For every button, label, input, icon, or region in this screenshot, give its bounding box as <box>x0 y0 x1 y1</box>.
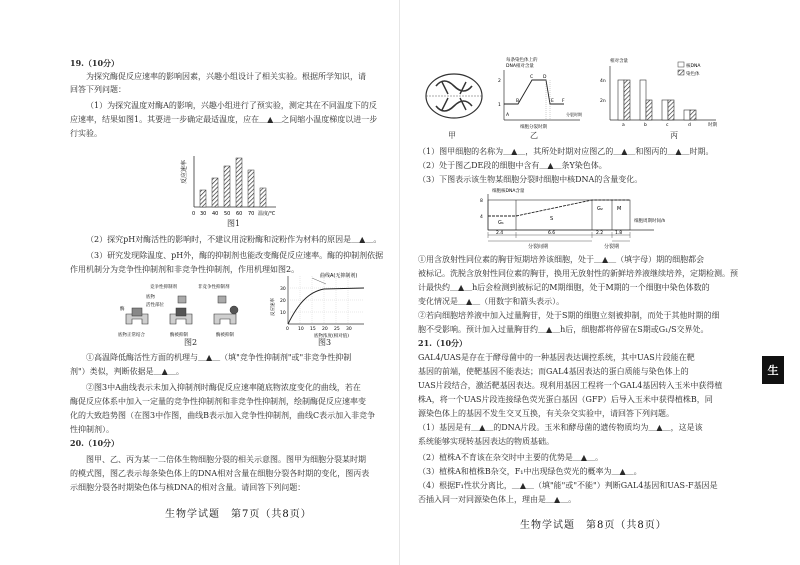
fig2-panel-label: 酶被抑制 <box>216 333 234 338</box>
page-footer: 生物学试题 第8页（共8页） <box>520 520 667 531</box>
fig-yi-title: 每条染色体上的 <box>506 58 538 63</box>
fig-bing-caption: 丙 <box>670 131 678 140</box>
fig-bing-ylabel: 相对含量 <box>610 59 628 64</box>
fig-cycle-duration: 6.6 <box>548 231 556 236</box>
fig3-xtick: 15 <box>310 327 316 332</box>
fig-yi-xlabel: 细胞分裂时期 <box>520 125 547 130</box>
q21-text: （1）基因是有＿▲＿的DNA片段。玉米和酵母菌的遗传物质均为＿▲＿，这是该 <box>418 423 703 432</box>
fig2-caption: 图2 <box>184 338 198 347</box>
fig-cycle-segment: G₂ <box>597 206 603 212</box>
q20-text: 示细胞分裂各时期染色体与核DNA的相对含量。请回答下列问题： <box>70 483 306 492</box>
fig2-panel-label: 酶被抑制 <box>170 333 188 338</box>
fig3-curve-a <box>288 288 364 324</box>
fig-bing-bar <box>646 100 652 120</box>
fig-cycle-segment: S <box>550 216 554 222</box>
q21-text: 基因的前端，使靶基因不能表达；而GAL4基因表达的蛋白质能与染色体上的 <box>418 367 689 376</box>
fig-bing-cat: c <box>666 123 669 128</box>
fig2-label: 酶 <box>120 307 125 312</box>
subject-tab: 生 <box>762 356 784 384</box>
q19-text: （1）为探究温度对酶A的影响，兴趣小组进行了预实验，测定其在不同温度下的反 <box>86 101 377 110</box>
q20-text: 的模式图，图乙表示每条染色体上的DNA相对含量在细胞分裂各时期的变化，图丙表 <box>70 469 370 478</box>
fig-cycle-segment: G₁ <box>498 220 504 226</box>
fig-bing-legend: 核DNA <box>686 64 701 69</box>
figure-3-curve-chart <box>268 270 368 338</box>
page-footer: 生物学试题 第7页（共8页） <box>165 509 312 520</box>
q19-text: ②图3中A曲线表示未加入抑制剂时酶促反应速率随底物浓度变化的曲线，若在 <box>86 383 361 392</box>
q19-heading: 19.（10分） <box>70 58 120 68</box>
fig3-caption: 图3 <box>318 338 332 347</box>
fig3-ytick: 10 <box>280 311 286 316</box>
fig1-tick: 50 <box>224 211 231 217</box>
fig1-bar <box>236 158 242 207</box>
q20-text: （3）下图表示该生物某细胞分裂时细胞中核DNA的含量变化。 <box>418 175 643 184</box>
fig1-tick: 30 <box>200 211 207 217</box>
competitive-inhibitor-shape <box>176 308 186 316</box>
fig-bing-ytick: 2n <box>600 99 606 104</box>
q21-text: （4）根据F₁性状分离比，＿▲＿（填"能"或"不能"）判断GAL4基因和UAS-F基因是 <box>418 481 718 490</box>
fig-yi-title: DNA相对含量 <box>506 64 534 69</box>
q21-text: 源染色体上的基因不发生交叉互换，有关杂交实验中，请回答下列问题。 <box>418 409 674 418</box>
q20-text: 胞不受影响。预计加入过量胸苷约＿▲＿h后，细胞都将停留在S期或G₁/S交界处。 <box>418 325 709 334</box>
fig-bing-cat: a <box>622 123 625 128</box>
fig1-bar <box>260 188 266 207</box>
fig-yi-point: C <box>530 75 534 80</box>
q20-text: （1）图甲细胞的名称为＿▲＿，其所处时期对应图乙的＿▲＿和图丙的＿▲＿时期。 <box>418 147 714 156</box>
fig-bing-ytick: 4n <box>600 79 606 84</box>
fig1-xlabel: 温度/℃ <box>258 211 276 217</box>
fig-bing-bar <box>640 80 646 120</box>
fig2-label: 非竞争性抑制剂 <box>198 285 230 290</box>
fig-cycle-ytick: 8 <box>480 199 483 204</box>
fig3-xtick: 0 <box>286 327 289 332</box>
q19-text: 回答下列问题： <box>70 85 126 94</box>
q21-text: 株A，将一个UAS片段连接绿色荧光蛋白基因（GFP）后导入玉米中获得植株B，同 <box>418 395 713 404</box>
figure-jia-cell <box>422 68 486 124</box>
page-8 <box>400 0 800 565</box>
q20-text: 计最快约＿▲＿h后会检测到被标记的M期细胞，处于M期的一个细胞中染色体数的 <box>418 283 710 292</box>
fig1-tick: 60 <box>236 211 243 217</box>
fig-yi-point: E <box>551 99 554 104</box>
fig1-bar <box>200 190 206 207</box>
fig-bing-bar <box>624 80 630 120</box>
q21-heading: 21.（10分） <box>418 338 468 348</box>
fig-jia-caption: 甲 <box>448 131 456 140</box>
fig1-bar <box>248 170 254 207</box>
q19-text: 作用机制分为竞争性抑制剂和非竞争性抑制剂，作用机理如图2。 <box>70 265 300 274</box>
fig1-bar <box>224 166 230 207</box>
fig-cycle-duration: 1.8 <box>615 231 623 236</box>
fig3-ylabel: 反应速率 <box>271 298 276 316</box>
fig-bing-bar <box>684 110 690 120</box>
q19-text: 性抑制剂）。 <box>70 425 114 434</box>
fig-bing-cat: d <box>688 123 691 128</box>
fig1-tick: 70 <box>248 211 255 217</box>
figure-yi-dna-chart <box>492 56 588 132</box>
fig-yi-point: B <box>516 99 520 104</box>
fig-yi-point: F <box>562 99 565 104</box>
substrate-shape <box>178 296 186 303</box>
fig-bing-legend-swatch <box>678 62 684 67</box>
figure-1-bar-chart <box>180 152 285 220</box>
fig-bing-bar <box>618 80 624 120</box>
fig2-label: 底物 <box>146 295 155 300</box>
fig1-ylabel: 反应速率 <box>181 159 188 184</box>
q20-text: （2）处于图乙DE段的细胞中含有＿▲＿条Y染色体。 <box>418 161 607 170</box>
q21-text: 系统能够实现转基因表达的物质基础。 <box>418 437 554 446</box>
fig1-bar <box>212 178 218 207</box>
figure-cell-cycle-chart <box>476 186 686 250</box>
q19-text: ①高温降低酶活性方面的机理与＿▲＿（填"竞争性抑制剂"或"非竞争性抑制 <box>86 353 352 362</box>
fig1-tick: 40 <box>212 211 219 217</box>
fig3-curve-label: 曲线A(无抑制剂) <box>320 273 358 279</box>
fig-yi-line <box>504 80 564 104</box>
fig1-caption: 图1 <box>227 219 241 228</box>
noncompetitive-inhibitor-shape <box>230 306 238 314</box>
q20-text: 被标记。洗脱含放射性同位素的胸苷，换用无放射性的新鲜培养液继续培养，定期检测。预 <box>418 269 738 278</box>
fig-cycle-xlabel: 细胞周期时间/h <box>634 219 666 224</box>
q19-text: 酶促反应体系中加入一定量的竞争性抑制剂和非竞争性抑制剂，绘制酶促反应速率变 <box>70 397 366 406</box>
fig-yi-side: 分裂时期 <box>566 112 582 117</box>
fig-bing-legend-swatch <box>678 70 684 75</box>
fig-bing-cat: b <box>644 123 647 128</box>
q20-heading: 20.（10分） <box>70 438 120 448</box>
q19-text: 为探究酶促反应速率的影响因素，兴趣小组设计了相关实验。根据所学知识，请 <box>86 72 366 81</box>
q20-text: 图甲、乙、丙为某一二倍体生物细胞分裂的相关示意图。图甲为细胞分裂某时期 <box>86 455 366 464</box>
fig-yi-tick: 2 <box>498 79 501 84</box>
fig-cycle-duration: 2.2 <box>596 231 604 236</box>
fig3-xtick: 10 <box>298 327 304 332</box>
q19-text: 行实验。 <box>70 129 102 138</box>
fig-cycle-phase: 分裂期 <box>604 244 620 250</box>
fig-cycle-segment: M <box>617 206 622 212</box>
q21-text: （3）植株A和植株B杂交，F₁中出现绿色荧光的概率为＿▲＿。 <box>418 467 642 476</box>
q21-text: 否插入同一对同源染色体上，理由是＿▲＿。 <box>418 495 577 504</box>
fig-cycle-duration: 2.4 <box>496 231 504 236</box>
fig-cycle-line <box>488 200 630 216</box>
q19-text: （3）研究发现除温度、pH外，酶的抑制剂也能改变酶促反应速率。酶的抑制剂依据 <box>86 251 384 260</box>
q20-text: 变化情况是＿▲＿（用数字和箭头表示）。 <box>418 297 565 306</box>
q21-text: UAS片段结合，激活靶基因表达。现利用基因工程将一个GAL4基因转入玉米中获得植 <box>418 381 723 390</box>
q19-text: （2）探究pH对酶活性的影响时，不建议用淀粉酶和淀粉作为材料的原因是＿▲＿。 <box>86 235 382 244</box>
fig3-ytick: 20 <box>280 299 286 304</box>
fig-yi-point: D <box>543 75 547 80</box>
q20-text: ①用含放射性同位素的胸苷短期培养该细胞，处于＿▲＿（填字母）期的细胞都会 <box>418 255 705 264</box>
fig2-label: 竞争性抑制剂 <box>150 285 177 290</box>
figure-bing-bar-chart <box>596 56 736 132</box>
q21-text: （2）植株A不育该在杂交时中主要的优势是＿▲＿。 <box>418 453 604 462</box>
fig-yi-caption: 乙 <box>530 131 538 140</box>
fig-bing-bar <box>662 100 668 120</box>
fig-cycle-phase: 分裂间期 <box>528 244 549 250</box>
q21-text: GAL4/UAS是存在于酵母菌中的一种基因表达调控系统，其中UAS片段能在靶 <box>418 353 695 362</box>
fig-bing-xlabel: 时期 <box>708 123 717 128</box>
substrate-shape <box>132 308 142 316</box>
fig3-xtick: 30 <box>346 327 352 332</box>
fig2-panel-label: 底物正常结合 <box>118 333 145 338</box>
q19-text: 剂"）类似，判断依据是＿▲＿。 <box>70 367 184 376</box>
fig-yi-point: A <box>506 113 510 118</box>
fig3-xtick: 20 <box>322 327 328 332</box>
fig-cycle-ytick: 4 <box>480 215 483 220</box>
fig-cycle-ylabel: 细胞核DNA含量 <box>492 189 525 194</box>
substrate-shape <box>218 296 226 303</box>
fig2-label: 活性部位 <box>146 303 164 308</box>
figure-2-inhibitor-diagram <box>118 282 258 340</box>
q20-text: ②若向细胞培养液中加入过量胸苷，处于S期的细胞立刻被抑制，而处于其他时期的细 <box>418 311 720 320</box>
fig-bing-bar <box>668 100 674 120</box>
q19-text: 应速率，结果如图1。其要进一步确定最适温度，应在＿▲＿之间缩小温度梯度以进一步 <box>70 115 378 124</box>
enzyme-shape <box>214 314 236 324</box>
fig3-ytick: 30 <box>280 287 286 292</box>
fig-bing-bar <box>690 110 696 120</box>
fig3-xlabel: 底物浓度(相对值) <box>314 334 350 338</box>
fig1-tick: 0 <box>192 211 196 217</box>
fig-yi-tick: 1 <box>498 103 501 108</box>
fig3-xtick: 25 <box>334 327 340 332</box>
fig-bing-legend: 染色体 <box>686 72 700 77</box>
q19-text: 化的大致趋势图（在图3中作图，曲线B表示加入竞争性抑制剂，曲线C表示加入非竞争 <box>70 411 376 420</box>
